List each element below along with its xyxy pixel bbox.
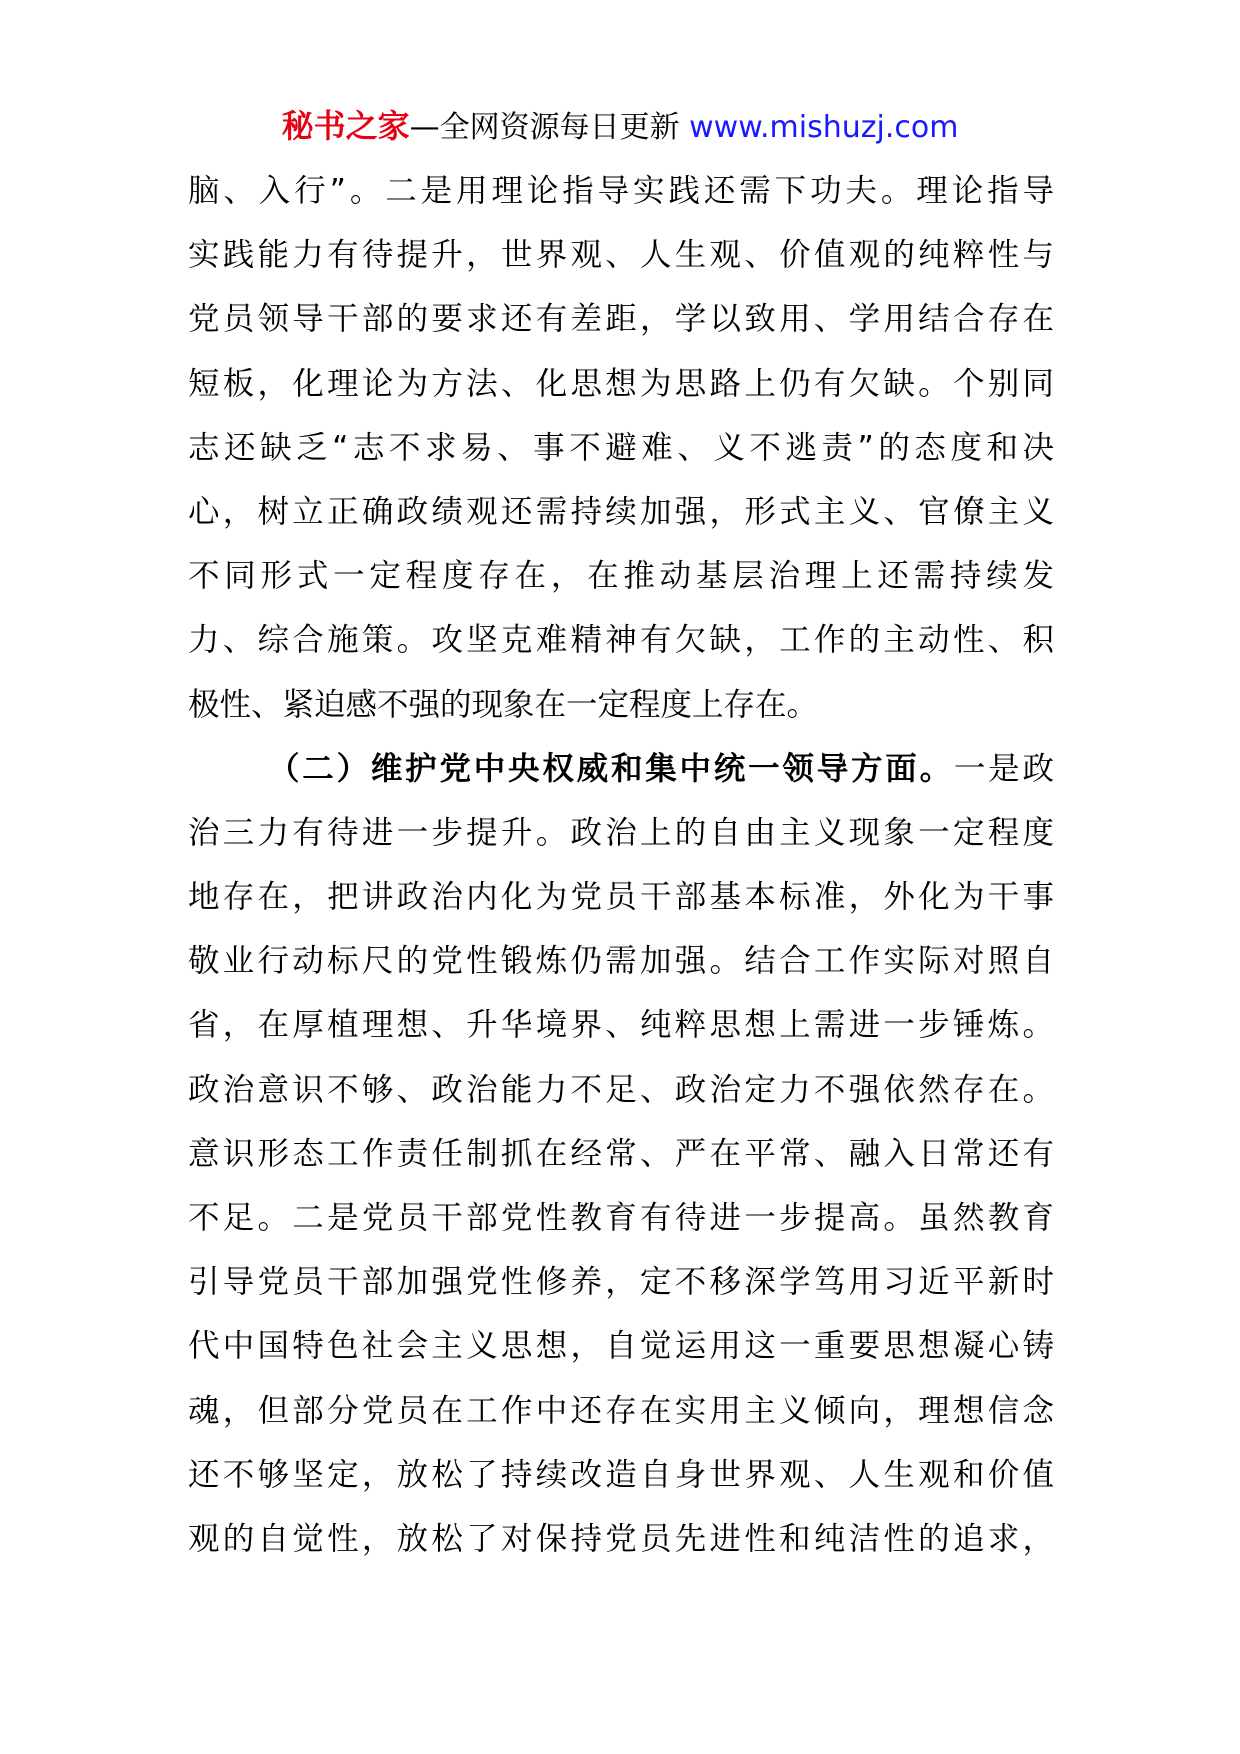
text-line: 地存在，把讲政治内化为党员干部基本标准，外化为干事 — [188, 879, 1054, 916]
section-heading: （二）维护党中央权威和集中统一领导方面。 — [268, 750, 954, 787]
text-line: 魂，但部分党员在工作中还存在实用主义倾向，理想信念 — [188, 1392, 1054, 1429]
text-line: 代中国特色社会主义思想，自觉运用这一重要思想凝心铸 — [188, 1328, 1054, 1365]
header-tagline: —全网资源每日更新 — [409, 110, 680, 145]
text-line: 不足。二是党员干部党性教育有待进一步提高。虽然教育 — [188, 1200, 1054, 1236]
text-line: 脑、入行”。二是用理论指导实践还需下功夫。理论指导 — [188, 173, 1054, 209]
text-line: 党员领导干部的要求还有差距，学以致用、学用结合存在 — [188, 301, 1054, 338]
text-line: 省，在厚植理想、升华境界、纯粹思想上需进一步锤炼。 — [188, 1007, 1054, 1044]
heading-line-rest: 一是政 — [953, 750, 1054, 787]
text-line: 不同形式一定程度存在，在推动基层治理上还需持续发 — [188, 558, 1054, 595]
text-line: 引导党员干部加强党性修养，定不移深学笃用习近平新时 — [188, 1264, 1054, 1301]
section-heading-line — [188, 737, 1054, 801]
text-line: 实践能力有待提升，世界观、人生观、价值观的纯粹性与 — [188, 237, 1054, 274]
site-url-link[interactable]: www.mishuzj.com — [689, 110, 959, 145]
page-header — [0, 104, 1240, 150]
text-line: 志还缺乏“志不求易、事不避难、义不逃责”的态度和决 — [188, 429, 1054, 466]
text-line: 短板，化理论为方法、化思想为思路上仍有欠缺。个别同 — [188, 365, 1054, 402]
text-line: 心，树立正确政绩观还需持续加强，形式主义、官僚主义 — [188, 493, 1054, 530]
paragraph-1 — [188, 159, 1054, 737]
text-line: 治三力有待进一步提升。政治上的自由主义现象一定程度 — [188, 814, 1054, 851]
text-line: 力、综合施策。攻坚克难精神有欠缺，工作的主动性、积 — [188, 622, 1054, 659]
text-line: 政治意识不够、政治能力不足、政治定力不强依然存在。 — [188, 1071, 1054, 1108]
text-line: 观的自觉性，放松了对保持党员先进性和纯洁性的追求， — [188, 1520, 1054, 1557]
text-line: 敬业行动标尺的党性锻炼仍需加强。结合工作实际对照自 — [188, 943, 1054, 980]
text-line: 意识形态工作责任制抓在经常、严在平常、融入日常还有 — [188, 1135, 1054, 1172]
text-line: 极性、紧迫感不强的现象在一定程度上存在。 — [188, 686, 819, 723]
text-line: 还不够坚定，放松了持续改造自身世界观、人生观和价值 — [188, 1456, 1054, 1493]
document-body — [188, 159, 1054, 1571]
paragraph-2 — [188, 737, 1054, 1571]
brand-name: 秘书之家 — [281, 107, 410, 145]
